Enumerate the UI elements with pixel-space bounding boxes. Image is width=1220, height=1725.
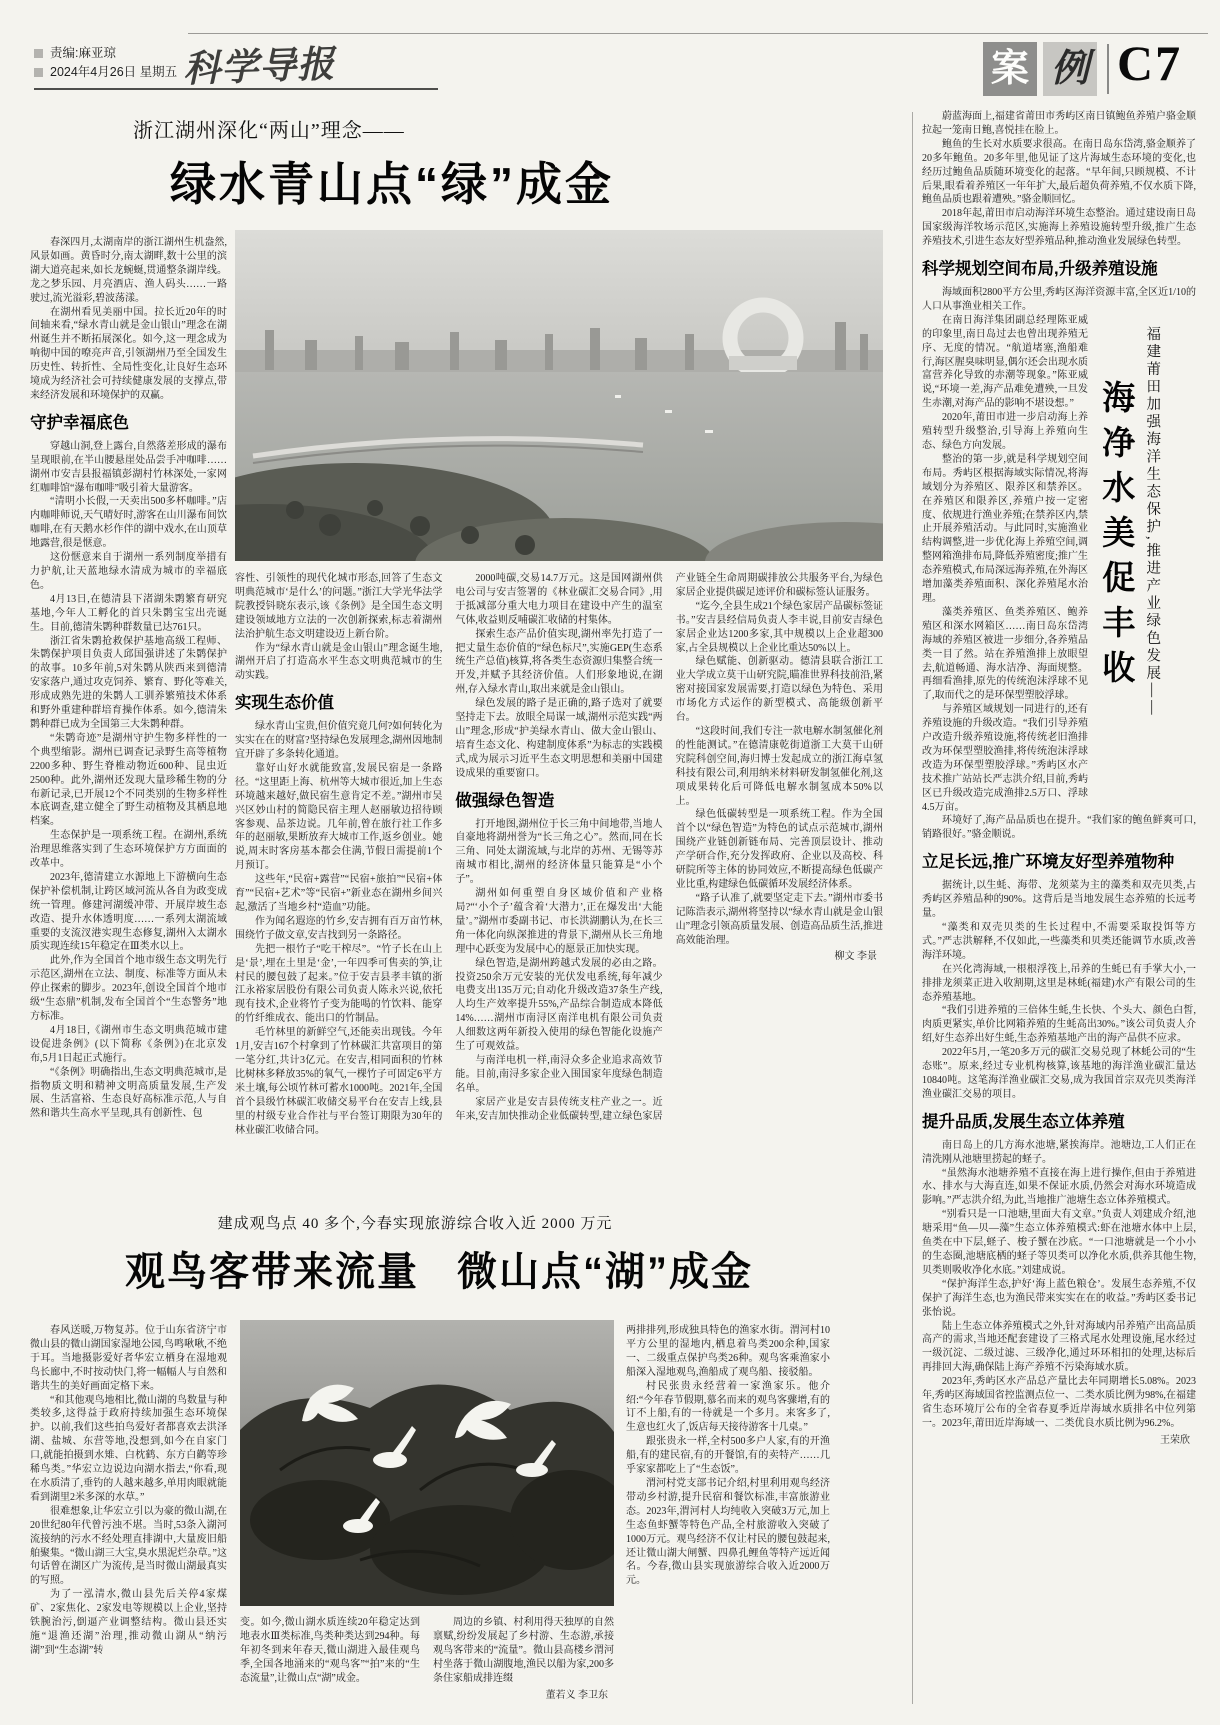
paragraph: 陆上生态立体养殖模式之外,针对海域内吊养殖产出高品质高产的需求,当地还配套建设了三格式尾水处理设施,尾水经过一级沉淀、二级过滤、三级净化,通过环环相扣的处理,达标后再排回大海,确保陆上海产养殖不污染海域水质。 xyxy=(922,1320,1196,1374)
paragraph: 在兴化湾海域,一根根浮筏上,吊养的生蚝已有手掌大小,一排排龙须菜正进入收割期,这里是林蚝(福建)水产有限公司的生态养殖基地。 xyxy=(922,963,1196,1003)
section-heading: 实现生态价值 xyxy=(235,694,334,713)
article3-weishan xyxy=(30,1206,882,1711)
paragraph: “虽然海水池塘养殖不直接在海上进行操作,但由于养殖进水、排水与大海直连,如果不保证水质,仍然会对海水环境造成影响。”严志洪介绍,为此,当地推广池塘生态立体养殖模式。 xyxy=(922,1167,1196,1207)
paragraph: 海域面积2800平方公里,秀屿区海洋资源丰富,全区近1/10的人口从事渔业相关工作。 xyxy=(922,287,1196,312)
paragraph: “这段时间,我们专注一款电解水制氢催化剂的性能测试。”在德清康乾街道浙工大莫干山研究院科创空间,海归博士发起成立的浙江海卓氢科技有限公司,利用纳米材料研发制氢催化剂,这项成果转化后可降低电解水制氢成本50%以上。 xyxy=(675,725,883,807)
paragraph: 绿色智造,是湖州跨越式发展的必由之路。投资250余万元安装的光伏发电系统,每年减少电费支出135万元;自动化升级改造37条生产线,人均生产效率提升55%,产品综合制造成本降低14%……湖州市南浔区南洋电机有限公司负责人细数这两年新投入使用的绿色智能化设施产生了可观效益。 xyxy=(455,957,663,1053)
taihu-photo-graphic xyxy=(235,230,883,561)
article1-main-columns xyxy=(235,572,883,1143)
header-top-rule xyxy=(188,33,1208,34)
paragraph: “我们引进养殖的三倍体生蚝,生长快、个头大、颜色白皙,肉质更紧实,单价比网箱养殖的生蚝高出30%。”该公司负责人介绍,好生态养出好生蚝,生态养殖基地产出的海产品供不应求。 xyxy=(922,1005,1196,1045)
article2-putian xyxy=(922,110,1196,1704)
section-badge-li: 例 xyxy=(1043,42,1097,96)
paragraph: 蔚蓝海面上,福建省莆田市秀屿区南日镇鲍鱼养殖户骆金顺拉起一笼南日鲍,喜悦挂在脸上。 xyxy=(922,111,1196,136)
section-heading: 科学规划空间布局,升级养殖设施 xyxy=(922,260,1158,279)
paragraph: 2023年,秀屿区水产品总产量比去年同期增长5.08%。2023年,秀屿区海域国省控监测点位一、二类水质比例为98%,在福建省生态环境厅公布的全省春夏季近岸海域水质排名中位列第一。2023年,莆田近岸海域一、二类优良水质比例为96.2%。 xyxy=(922,1376,1196,1429)
paragraph: 穿越山洞,登上露台,自然落差形成的瀑布呈现眼前,在半山腰悬崖处品尝手冲咖啡……湖州市安吉县报福镇彭湖村竹林深处,一家网红咖啡馆“瀑布咖啡”吸引着大量游客。 xyxy=(30,440,227,494)
paragraph: 这些年,“民宿+露营”“民宿+旅拍”“民宿+体育”“民宿+艺术”等“民宿+”新业态在湖州乡间兴起,激活了当地乡村“造血”功能。 xyxy=(235,874,443,913)
paragraph: 容性、引领性的现代化城市形态,回答了生态文明典范城市‘是什么’的问题。”浙江大学光华法学院教授钭晓东表示,该《条例》是全国生态文明建设领域地方立法的一次创新探索,标志着湖州法治护航生态文明建设迈上新台阶。 xyxy=(235,573,443,640)
paragraph: 周边的乡镇、村利用得天独厚的自然禀赋,纷纷发展起了乡村游、生态游,承接观鸟客带来的“流量”。微山县高楼乡渭河村坐落于微山湖腹地,渔民以船为家,200多条住家船成排连缀 xyxy=(433,1617,614,1684)
paragraph: “路子认准了,就要坚定走下去。”湖州市委书记陈浩表示,湖州将坚持以“绿水青山就是金山银山”理念引领高质量发展、创造高品质生活,推进高效能治理。 xyxy=(675,892,883,946)
byline: 王荣欣 xyxy=(1160,1434,1190,1446)
paragraph: 南日岛上的几方海水池塘,紧挨海岸。池塘边,工人们正在清洗刚从池塘里捞起的蛏子。 xyxy=(922,1139,1196,1165)
paragraph: 此外,作为全国首个地市级生态文明先行示范区,湖州在立法、制度、标准等方面从未停止探索的脚步。2023年,创设全国首个地市级“生态鼎”机制,发布全国首个“生态警务”地方标准。 xyxy=(30,955,227,1022)
byline: 董若义 李卫东 xyxy=(545,1689,608,1701)
article2-vertical-title: 海净水美促丰收 xyxy=(1098,379,1136,695)
article3-col2 xyxy=(240,1616,420,1708)
egrets-photo-graphic xyxy=(240,1320,614,1606)
article3-headline-right: 微山点“湖”成金 xyxy=(457,1250,753,1294)
paragraph: 整治的第一步,就是科学规划空间布局。秀屿区根据海域实际情况,将海域划分为养殖区、限养区和禁养区。在养殖区和限养区,养殖户按一定密度、依规进行渔业养殖;在禁养区内,禁止开展养殖活动。与此同时,实施渔业结构调整,进一步优化海上养殖空间,调整网箱渔排布局,降低养殖密度;推广生态养殖模式,布局深远海养殖,在外海区增加藻类养殖面积、深化养殖尾水治理。 xyxy=(922,453,1088,604)
paragraph: 毛竹林里的新鲜空气,还能卖出现钱。今年1月,安吉167个村拿到了竹林碳汇共富项目的第一笔分红,共计3亿元。在安吉,相同面积的竹林比树林多释放35%的氧气,一棵竹子可固定6平方米土壤,每公顷竹林可蓄水1000吨。2021年,全国首个县级竹林碳汇收储交易平台在安吉上线,县里的村级专业合作社与平台签订期限为30年的林业碳汇收储合同。 xyxy=(235,1027,443,1136)
paragraph: 2022年5月,一笔20多万元的碳汇交易兑现了林蚝公司的“生态账”。原来,经过专业机构核算,该基地的海洋渔业碳汇量达10840吨。这笔海洋渔业碳汇交易,成为我国首宗双壳贝类海洋渔业碳汇交易的项目。 xyxy=(922,1047,1196,1100)
article1-kicker: 浙江湖州深化“两山”理念—— xyxy=(133,120,405,142)
paragraph: 生态保护是一项系统工程。在湖州,系统治理思维落实到了生态环境保护方方面面的改革中。 xyxy=(30,830,227,870)
paragraph: “别看只是一口池塘,里面大有文章。”负责人刘建成介绍,池塘采用“鱼—贝—藻”生态立体养殖模式:虾在池塘水体中上层,鱼类在中下层,蛏子、梭子蟹在沙底。“一口池塘就是一个小小的生态圈,池塘底栖的蛏子等贝类可以净化水质,供养其他生物,贝类则吸收净化水底。”刘建成说。 xyxy=(922,1209,1196,1276)
paragraph: 鲍鱼的生长对水质要求很高。在南日岛东岱湾,骆金顺养了20多年鲍鱼。20多年里,他见证了这片海域生态环境的变化,也经历过鲍鱼品质随环境变化的起落。“早年间,只顾规模、不计后果,眼看着养殖区一年年扩大,最后超负荷养殖,不仅水质下降,鲍鱼品质也跟着遭殃。”骆金顺回忆。 xyxy=(922,138,1196,206)
paragraph: 先把一根竹子“吃干榨尽”。“竹子长在山上是‘景’,埋在土里是‘金’,一年四季可售卖的笋,让村民的腰包鼓了起来。”位于安吉县孝丰镇的浙江永裕家居股份有限公司负责人陈永兴说,依托现有技术,企业将竹子变为能喝的竹饮料、能穿的竹纤维成衣、能出口的竹制品。 xyxy=(235,943,443,1025)
paragraph: 很难想象,让华宏立引以为豪的微山湖,在20世纪80年代曾污浊不堪。当时,53条入湖河流接纳的污水不经处理直排湖中,大量废旧船舶聚集。“微山湖三大宝,臭水黑泥烂杂草。”这句话曾在湖区广为流传,是当时微山湖最真实的写照。 xyxy=(30,1505,227,1587)
paragraph: 绿色赋能、创新驱动。德清县联合浙江工业大学成立莫干山研究院,瞄准世界科技前沿,紧密对接国家发展需要,打造以绿色为特色、采用市场化方式运作的新型模式、高能级创新平台。 xyxy=(675,656,883,724)
editor-block xyxy=(34,44,177,82)
article3-col1 xyxy=(30,1324,227,1708)
paragraph: “保护海洋生态,护好‘海上蓝色粮仓’。发展生态养殖,不仅保护了海洋生态,也为渔民带来实实在在的收益。”秀屿区委书记张怡说。 xyxy=(922,1278,1196,1318)
editor-label: 责编:麻亚琼 xyxy=(50,46,116,60)
bullet-square-icon xyxy=(34,68,43,77)
article2-vertical-kicker: 福建莆田加强海洋生态保护,推进产业绿色发展—— xyxy=(1144,325,1161,718)
paragraph: 4月18日,《湖州市生态文明典范城市建设促进条例》(以下简称《条例》)在北京发布,5月1日起正式施行。 xyxy=(30,1024,227,1064)
masthead-title: 科学导报 xyxy=(182,44,336,91)
paragraph: 与南洋电机一样,南浔众多企业追求高效节能。目前,南浔多家企业入围国家年度绿色制造名单。 xyxy=(455,1054,663,1094)
section-heading: 立足长远,推广环境友好型养殖物种 xyxy=(922,853,1175,872)
paragraph: 2020年,莆田市进一步启动海上养殖转型升级整治,引导海上养殖向生态、绿色方向发展。 xyxy=(922,412,1088,451)
byline: 柳文 李景 xyxy=(834,951,877,963)
page-number: C7 xyxy=(1117,35,1183,91)
paragraph: 春风送暖,万物复苏。位于山东省济宁市微山县的微山湖国家湿地公园,鸟鸣啾啾,不绝于耳。当地摄影爱好者华宏立栖身在湿地观鸟长廊中,不时按动快门,将一幅幅人与自然和谐共生的美好画面定格下来。 xyxy=(30,1325,227,1392)
article1-headline: 绿水青山点“绿”成金 xyxy=(170,158,614,210)
paragraph: 村民张贵永经营着一家渔家乐。他介绍:“今年春节假期,慕名而来的观鸟客骤增,有的订不上船,有的一待就是一个多月。来客多了,生意也红火了,饭店每天接待游客十几桌。” xyxy=(626,1380,830,1434)
article3-col3 xyxy=(433,1616,614,1708)
paragraph: 4月13日,在德清县下渚湖朱鹮繁育研究基地,今年人工孵化的首只朱鹮宝宝出壳诞生。目前,德清朱鹮种群数量已达761只。 xyxy=(30,593,227,633)
paragraph: 绿色低碳转型是一项系统工程。作为全国首个以“绿色智造”为特色的试点示范城市,湖州围绕产业链创新链布局、完善顶层设计、推动产学研合作,充分发挥政府、企业以及高校、科研院所等主体的协同效应,不断提高绿色低碳产业比重,构建绿色低碳循环发展经济体系。 xyxy=(675,809,883,890)
paragraph: 在湖州看见美丽中国。拉长近20年的时间轴来看,“绿水青山就是金山银山”理念在湖州诞生并不断拓展深化。如今,这一理念成为响彻中国的嘹亮声音,引领湖州乃至全国发生历史性、转折性、全局性变化,让良好生态环境成为经济社会可持续健康发展的支撑点,带来经济发展和环境保护的双赢。 xyxy=(30,306,227,401)
paragraph: 靠好山好水就能致富,发展民宿是一条路径。“这里距上海、杭州等大城市很近,加上生态环境越来越好,做民宿生意肯定不差。”湖州市吴兴区妙山村的简隐民宿主理人赵丽敏边招待顾客参观、品茶边说。几年前,曾在旅行社工作多年的赵丽敏,果断放弃大城市工作,返乡创业。她说,周末时客房基本都会住满,节假日需提前1个月预订。 xyxy=(235,762,443,872)
article3-kicker: 建成观鸟点 40 多个,今春实现旅游综合收入近 2000 万元 xyxy=(217,1216,613,1232)
article2-top-block xyxy=(922,110,1196,314)
section-badge-an: 案 xyxy=(983,42,1037,96)
article1-left-column xyxy=(30,236,227,1142)
paragraph: 探索生态产品价值实现,湖州率先打造了一把丈量生态价值的“绿色标尺”,实施GEP(生态系统生产总值)核算,将各类生态资源归集整合统一开发,并赋予其经济价值。人们形象地说,在湖州,存入绿水青山,取出来就是金山银山。 xyxy=(455,628,663,696)
article3-headline-left: 观鸟客带来流量 xyxy=(125,1250,419,1294)
paragraph: 绿色发展的路子是正确的,路子选对了就要坚持走下去。放眼全局谋一域,湖州示范实践“两山”理念,形成“护美绿水青山、做大金山银山、培育生态文化、构建制度体系”为标志的实践模式,成为展示习近平生态文明思想和美丽中国建设成果的重要窗口。 xyxy=(455,698,663,779)
paragraph: “《条例》明确指出,生态文明典范城市,是指物质文明和精神文明高质量发展,生产发展、生活富裕、生态良好高标准示范,人与自然和谐共生高水平呈现,具有创新性、包 xyxy=(30,1066,227,1120)
paragraph: 藻类养殖区、鱼类养殖区、鲍养殖区和深水网箱区……南日岛东岱湾海域的养殖区被进一步细分,各养殖品类一目了然。站在养殖渔排上放眼望去,航道畅通、海水洁净、海面规整。再细看渔排,原先的传统泡沫浮球不见了,取而代之的是环保型塑胶浮球。 xyxy=(922,606,1088,702)
paragraph: 作为“绿水青山就是金山银山”理念诞生地,湖州开启了打造高水平生态文明典范城市的生动实践。 xyxy=(235,642,443,682)
paragraph: 渭河村党支部书记介绍,村里利用观鸟经济带动乡村游,提升民宿和餐饮标准,丰富旅游业态。2023年,渭河村人均纯收入突破3万元,加上生态鱼虾蟹等特色产品,全村旅游收入突破了1000万元。观鸟经济不仅让村民的腰包鼓起来,还让微山湖大闸蟹、四鼻孔鲤鱼等特产远近闻名。今春,微山县实现旅游综合收入近2000万元。 xyxy=(626,1477,830,1587)
paragraph: 2018年起,莆田市启动海洋环境生态整治。通过建设南日岛国家级海洋牧场示范区,实施海上养殖设施转型升级,推广生态养殖技术,引进生态友好型养殖品种,推动渔业发展绿色转型。 xyxy=(922,208,1196,248)
paragraph: 2023年,德清建立水源地上下游横向生态保护补偿机制,让跨区域河流从各自为政变成统一管理。修建河湖缓冲带、开展岸坡生态改造、提升水体透明度……一系列太湖流域重要的支流汊港实现生态修复,湖州入太湖水质实现连续15年稳定在Ⅲ类水以上。 xyxy=(30,871,227,953)
section-separator xyxy=(1107,44,1109,94)
paragraph: 2000吨碳,交易14.7万元。这是国网湖州供电公司与安吉签署的《林业碳汇交易合同》,用于抵减部分重大电力项目在建设中产生的温室气体,收益则反哺碳汇收储的村集体。 xyxy=(455,573,663,626)
paragraph: 据统计,以生蚝、海带、龙须菜为主的藻类和双壳贝类,占秀屿区养殖品种的90%。这背后是当地发展生态养殖的长远考量。 xyxy=(922,880,1196,920)
paragraph: 这份惬意来自于湖州一系列制度举措有力护航,让天蓝地绿水清成为城市的幸福底色。 xyxy=(30,552,227,591)
article2-bottom-block xyxy=(922,853,1196,1447)
bullet-square-icon xyxy=(34,49,43,58)
paragraph: 绿水青山宝贵,但价值究竟几何?如何转化为实实在在的财富?坚持绿色发展理念,湖州因地制宜开辟了多条转化通道。 xyxy=(235,721,443,761)
paragraph: 湖州如何重塑自身区域价值和产业格局?“‘小个子’蕴含着‘大潜力’,正在爆发出‘大能量’。”湖州市委副书记、市长洪湖鹏认为,在长三角一体化向纵深推进的背景下,湖州从长三角地理中心跃变为发展中心的愿景正加快实现。 xyxy=(455,888,663,955)
paragraph: “清明小长假,一天卖出500多杯咖啡。”店内咖啡师说,天气晴好时,游客在山川瀑布间饮咖啡,在有天鹅水杉作伴的湖中戏水,在山顶草地露营,很是惬意。 xyxy=(30,496,227,550)
paragraph: 变。如今,微山湖水质连续20年稳定达到地表水Ⅲ类标准,鸟类种类达到294种。每年初冬到来年春天,微山湖进入最佳观鸟季,全国各地涌来的“观鸟客”“拍”来的“生态流量”,让微山点“湖”成金。 xyxy=(240,1617,420,1684)
paragraph: 打开地图,湖州位于长三角中间地带,当地人自豪地将湖州誉为“长三角之心”。然而,同在长三角、同处太湖流域,与北岸的苏州、无锡等苏南城市相比,湖州的经济体量只能算是“小个子”。 xyxy=(455,818,663,886)
paragraph: 春深四月,太湖南岸的浙江湖州生机盎然,风景如画。黄昏时分,南太湖畔,数十公里的滨湖大道亮起来,如长龙蜿蜒,贯通整条湖岸线。龙之梦乐园、月亮酒店、渔人码头……一路驶过,流光溢彩,碧波荡漾。 xyxy=(30,237,227,304)
section-heading: 提升品质,发展生态立体养殖 xyxy=(922,1112,1125,1131)
paragraph: “朱鹮奇迹”是湖州守护生物多样性的一个典型缩影。湖州已调查记录野生高等植物2200多种、野生脊椎动物近600种、昆虫近2500种。此外,湖州还发现大量珍稀生物的分布新记录,已开展12个不同类别的生物多样性本底调查,建立健全了野生动植物及其栖息地档案。 xyxy=(30,732,227,828)
photo-egrets-nest xyxy=(240,1320,614,1606)
paragraph: 与养殖区域规划一同进行的,还有养殖设施的升级改造。“我们引导养殖户改造升级养殖设施,将传统老旧渔排改为环保型塑胶渔排,将传统泡沫浮球改造为环保型塑胶浮球。”秀屿区水产技术推广站站长严志洪介绍,目前,秀屿区已升级改造完成渔排2.5万口、浮球4.5万亩。 xyxy=(922,704,1088,813)
paragraph: 作为闻名遐迩的竹乡,安吉拥有百万亩竹林,围绕竹子做文章,安吉找到另一条路径。 xyxy=(235,915,443,941)
paragraph: 为了一泓清水,微山县先后关停4家煤矿、2家焦化、2家发电等规模以上企业,坚持铁腕治污,倒逼产业调整结构。微山县还实施“退渔还湖”治理,推动微山湖从“纳污湖”到“生态湖”转 xyxy=(30,1589,227,1656)
section-heading: 做强绿色智造 xyxy=(455,791,555,810)
paragraph: 在南日海洋集团副总经理陈亚威的印象里,南日岛过去也曾出现养殖无序、无度的情况。“航道堵塞,渔船难行,海区腥臭味明显,偶尔还会出现水质富营养化导致的赤潮等现象。”陈亚威说,“环境一差,海产品难免遭殃,一旦发生赤潮,对海产品的影响不堪设想。” xyxy=(922,314,1088,410)
paragraph: 两排排列,形成独具特色的渔家水街。渭河村10平方公里的湿地内,栖息着鸟类200余种,国家一、二级重点保护鸟类26种。观鸟客乘渔家小船深入湿地观鸟,渔船成了观鸟船、接驳船。 xyxy=(626,1325,830,1378)
article3-headline xyxy=(125,1240,753,1297)
paragraph: “藻类和双壳贝类的生长过程中,不需要采取投饵等方式。”严志洪解释,不仅如此,一些藻类和贝类还能调节水质,改善海洋环境。 xyxy=(922,921,1196,961)
paragraph: 家居产业是安吉县传统支柱产业之一。近年来,安吉加快推动企业低碳转型,建立绿色家居产业链全生命周期碳排放公共服务平台,为绿色家居企业提供碳足迹评价和碳标签认证服务。 xyxy=(455,573,883,1122)
paragraph: 环境好了,海产品品质也在提升。“我们家的鲍鱼鲜爽可口,销路很好。”骆金顺说。 xyxy=(922,815,1196,841)
date-label: 2024年4月26日 星期五 xyxy=(50,65,178,79)
vertical-column-divider xyxy=(912,112,913,1704)
paragraph: “和其他观鸟地相比,微山湖的鸟数量与种类较多,这得益于政府持续加强生态环境保护。以前,我们这些拍鸟爱好者都喜欢去洪泽湖、盐城、东营等地,没想到,如今在自家门口,就能拍摄到水雉、白枕鹤、东方白鹳等珍稀鸟类。”华宏立边说边向湖水指去,“你看,现在水质清了,垂钓的人越来越多,单用肉眼就能看到湖里2米多深的水草。” xyxy=(30,1394,227,1503)
paragraph: 跟张贵永一样,全村500多户人家,有的开渔船,有的建民宿,有的开餐馆,有的卖特产……几乎家家都吃上了“生态饭”。 xyxy=(626,1436,830,1476)
article3-col4 xyxy=(626,1324,830,1708)
article2-vertical-headline-block xyxy=(1098,318,1196,788)
section-heading: 守护幸福底色 xyxy=(30,413,129,432)
paragraph: “迄今,全县生成21个绿色家居产品碳标签证书。”安吉县经信局负责人李丰说,目前安吉绿色家居企业达1200多家,其中规模以上企业超300家,占全县规模以上企业比重达50%以上。 xyxy=(675,600,883,654)
paragraph: 浙江省朱鹮抢救保护基地高级工程师、朱鹮保护项目负责人邱国强讲述了朱鹮保护的故事。10多年前,5对朱鹮从陕西来到德清安家落户,通过攻克饲养、繁育、野化等难关,形成成熟先进的朱鹮人工驯养繁殖技术体系和野外重建种群培育操作体系。如今,德清朱鹮种群已成为全国第三大朱鹮种群。 xyxy=(30,635,227,730)
photo-taihu-aerial xyxy=(235,230,883,561)
